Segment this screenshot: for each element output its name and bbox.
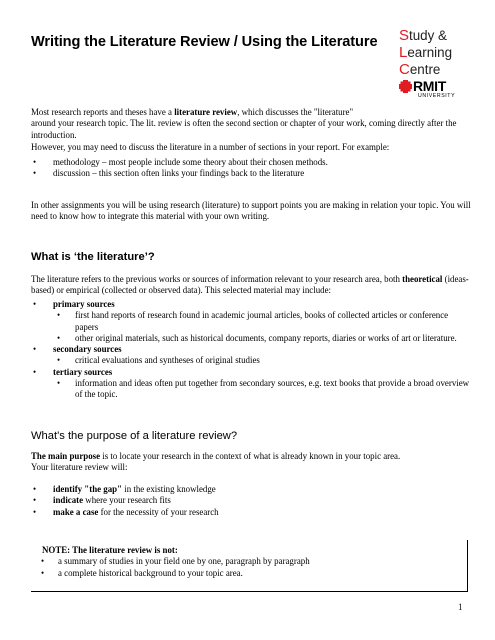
intro-bullet-list — [31, 157, 471, 180]
list-item: • identify "the gap" in the existing knowledge — [31, 484, 471, 495]
section-heading-what-is-literature: What is ‘the literature’? — [31, 251, 155, 263]
section-heading-purpose: What's the purpose of a literature review? — [31, 430, 238, 442]
rmit-logo — [399, 79, 479, 93]
list-item: • primary sources • first hand reports of research found in academic journal articles, books of collected articles or conference papers • other original materials, such as historical documents, company reports, diaries or works of art or literature. — [31, 299, 471, 344]
note-list — [42, 556, 462, 579]
list-item: • secondary sources • critical evaluations and syntheses of original studies — [31, 344, 471, 367]
section1-paragraph: The literature refers to the previous works or sources of information relevant to your research area, both theoretical (ideas-based) or empirical (collected or observed data). This selected material may include: — [31, 274, 469, 296]
study-learning-centre-logo — [399, 27, 479, 100]
list-item: • information and ideas often put together from secondary sources, e.g. text books that provide a broad overview of the topic. — [53, 378, 471, 401]
rmit-university-label: UNIVERSITY — [418, 93, 456, 99]
intro-paragraph-1: Most research reports and theses have a literature review, which discusses the "literature" around your research topic. The lit. review is often the second section or chapter of your work, coming directly after the introduction. — [31, 107, 457, 140]
logo-line-learning: Learning — [399, 44, 453, 61]
page-title: Writing the Literature Review / Using the Literature — [31, 34, 378, 50]
list-item: • methodology – most people include some theory about their chosen methods. — [31, 157, 471, 168]
note-box — [31, 540, 468, 592]
intro-paragraph-2: However, you may need to discuss the literature in a number of sections in your report. For example: — [31, 142, 390, 152]
list-item: • discussion – this section often links your findings back to the literature — [31, 168, 471, 179]
list-item: • indicate where your research fits — [31, 495, 471, 506]
logo-line-study: Study & — [399, 27, 447, 44]
intro-paragraph-3: In other assignments you will be using research (literature) to support points you are making in relation your topic. You will need to know how to integrate this material with your own writing. — [31, 200, 471, 222]
section2-paragraph: The main purpose is to locate your research in the context of what is already known in your topic area. Your literature review will: — [31, 451, 401, 473]
list-item: • make a case for the necessity of your research — [31, 507, 471, 518]
rmit-pixel-icon — [399, 80, 412, 93]
list-item: • other original materials, such as historical documents, company reports, diaries or works of art or literature. — [53, 333, 471, 344]
sources-list — [31, 299, 471, 401]
list-item: • a complete historical background to your topic area. — [42, 568, 462, 579]
page-number: 1 — [458, 602, 463, 612]
list-item: • a summary of studies in your field one by one, paragraph by paragraph — [42, 556, 462, 567]
rmit-wordmark: RMIT — [413, 78, 447, 94]
note-title: NOTE: The literature review is not: — [42, 545, 178, 555]
list-item: • tertiary sources • information and ideas often put together from secondary sources, e.g. text books that provide a broad overview of the topic. — [31, 367, 471, 401]
list-item: • first hand reports of research found in academic journal articles, books of collected articles or conference papers — [53, 310, 471, 333]
purpose-bullet-list — [31, 484, 471, 518]
logo-line-centre: Centre — [399, 61, 441, 78]
list-item: • critical evaluations and syntheses of original studies — [53, 355, 471, 366]
